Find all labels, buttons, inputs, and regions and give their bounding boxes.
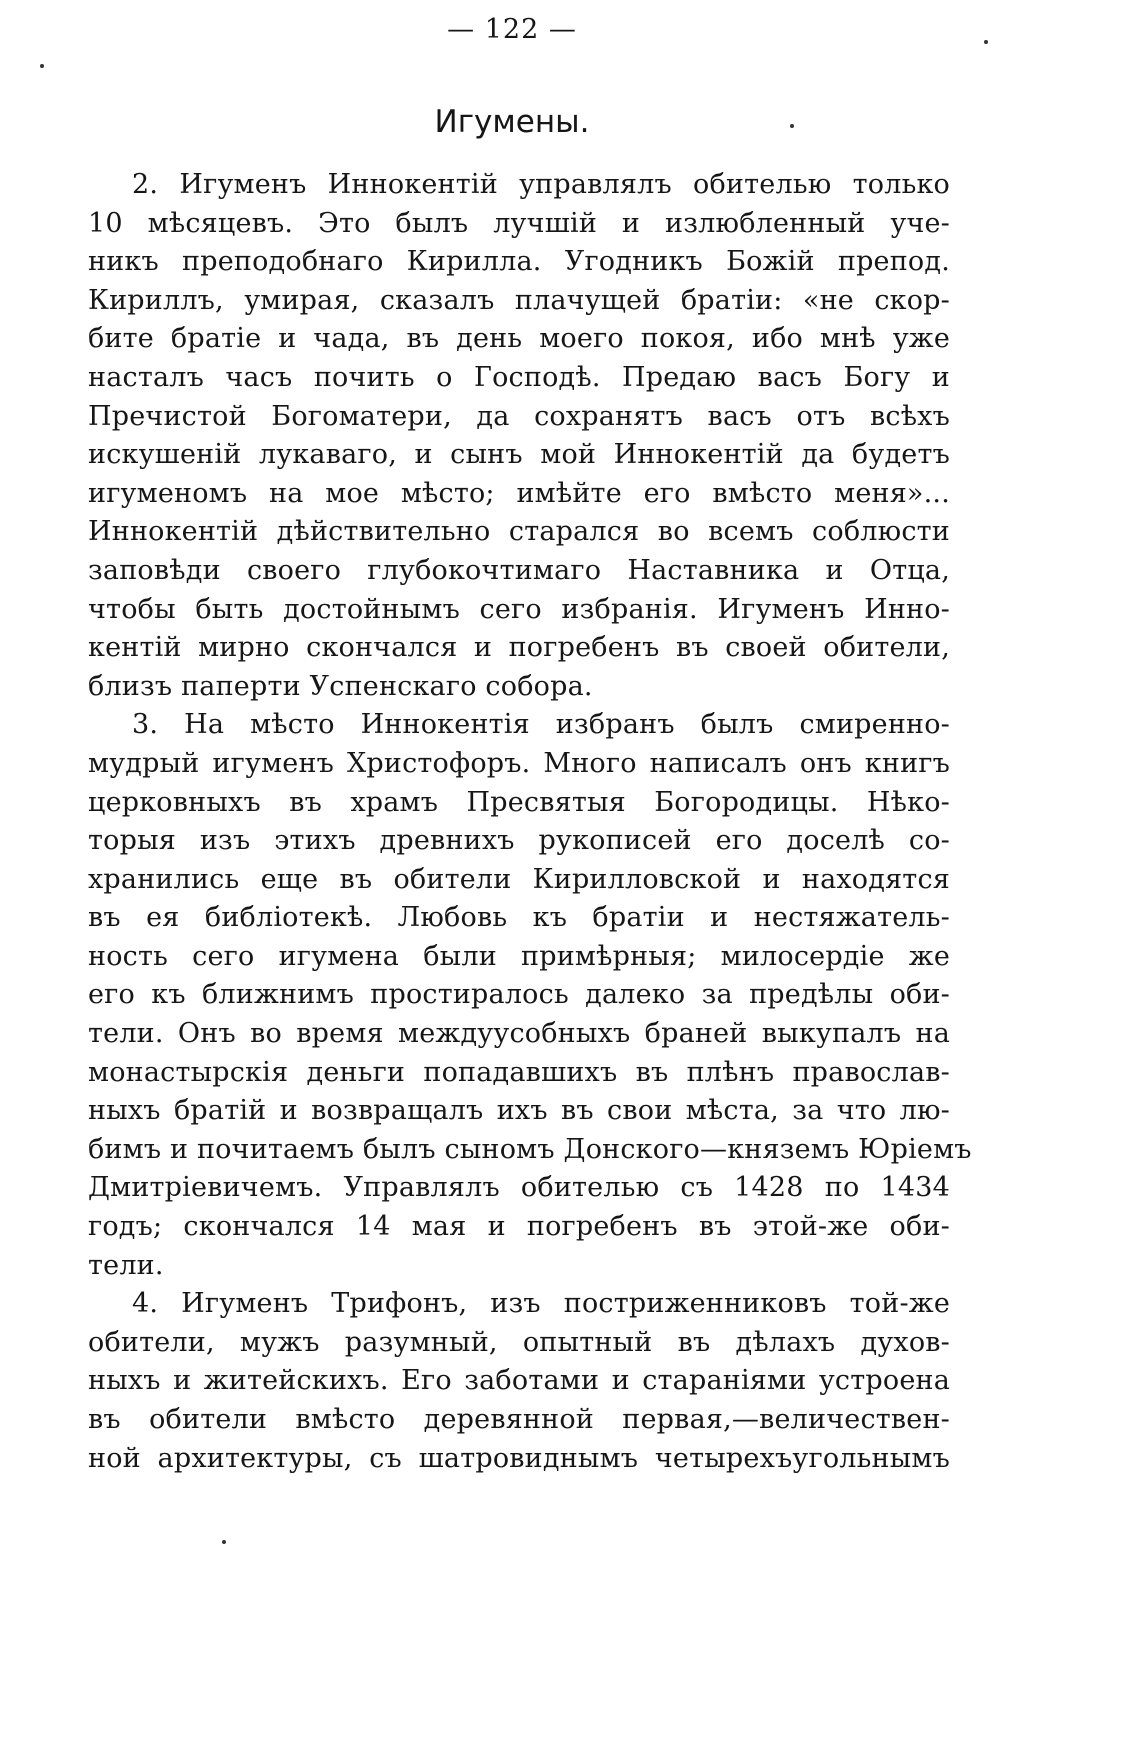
- text-line: Дмитріевичемъ. Управлялъ обителью съ 1428 по 1434: [88, 1172, 950, 1204]
- text-line: 3. На мѣсто Иннокентія избранъ былъ смиренно-: [132, 709, 950, 741]
- text-line: церковныхъ въ храмъ Пресвятыя Богородицы. Нѣко-: [88, 786, 950, 818]
- text-line: ныхъ братій и возвращалъ ихъ въ свои мѣста, за что лю-: [88, 1095, 950, 1127]
- text-line: тели. Онъ во время междуусобныхъ браней выкупалъ на: [88, 1018, 950, 1050]
- text-line: 2. Игуменъ Иннокентій управлялъ обителью только: [132, 169, 950, 200]
- page-number: — 122 —: [447, 14, 577, 45]
- text-line: 10 мѣсяцевъ. Это былъ лучшій и излюбленный уче-: [88, 207, 950, 239]
- text-line: мудрый игуменъ Христофоръ. Много написалъ онъ книгъ: [88, 747, 950, 779]
- text-line: обители, мужъ разумный, опытный въ дѣлахъ духов-: [88, 1326, 950, 1358]
- text-line: въ ея библіотекѣ. Любовь къ братіи и нестяжатель-: [88, 902, 950, 934]
- text-line: торыя изъ этихъ древнихъ рукописей его доселѣ со-: [88, 825, 950, 857]
- text-line: искушеній лукаваго, и сынъ мой Иннокентій да будетъ: [88, 439, 950, 471]
- text-line: Пречистой Богоматери, да сохранятъ васъ отъ всѣхъ: [88, 400, 950, 432]
- text-line: кентій мирно скончался и погребенъ въ своей обители,: [88, 632, 950, 664]
- text-line: бите братіе и чада, въ день моего покоя, ибо мнѣ уже: [88, 323, 950, 355]
- text-line: насталъ часъ почить о Господѣ. Предаю васъ Богу и: [88, 361, 950, 393]
- print-speck: [222, 1540, 226, 1544]
- text-line: тели.: [88, 1249, 164, 1281]
- section-title: Игумены.: [434, 104, 590, 140]
- text-line: ной архитектуры, съ шатровиднымъ четырехъугольнымъ: [88, 1442, 950, 1474]
- text-line: близъ паперти Успенскаго собора.: [88, 670, 593, 702]
- text-line: въ обители вмѣсто деревянной первая,—величествен-: [88, 1404, 950, 1435]
- body-text: [88, 166, 972, 1478]
- text-line: ныхъ и житейскихъ. Его заботами и стараніями устроена: [88, 1365, 950, 1397]
- text-line: игуменомъ на мое мѣсто; имѣйте его вмѣсто меня»...: [88, 477, 950, 509]
- text-line: хранились еще въ обители Кирилловской и находятся: [88, 863, 950, 895]
- text-line: его къ ближнимъ простиралось далеко за предѣлы оби-: [88, 979, 950, 1011]
- text-line: монастырскія деньги попадавшихъ въ плѣнъ православ-: [88, 1056, 950, 1088]
- text-line: годъ; скончался 14 мая и погребенъ въ этой-же оби-: [88, 1211, 950, 1243]
- text-line: никъ преподобнаго Кирилла. Угодникъ Божій препод.: [88, 246, 950, 278]
- print-speck: [790, 124, 794, 128]
- text-line: ность сего игумена были примѣрныя; милосердіе же: [88, 940, 950, 972]
- print-speck: [40, 64, 44, 68]
- text-line: Кириллъ, умирая, сказалъ плачущей братіи: «не скор-: [88, 284, 950, 316]
- text-line: 4. Игуменъ Трифонъ, изъ постриженниковъ той-же: [132, 1288, 950, 1320]
- text-line: бимъ и почитаемъ былъ сыномъ Донского—княземъ Юріемъ: [88, 1133, 972, 1165]
- text-line: заповѣди своего глубокочтимаго Наставника и Отца,: [88, 554, 950, 586]
- text-line: Иннокентій дѣйствительно старался во всемъ соблюсти: [88, 516, 950, 548]
- text-line: чтобы быть достойнымъ сего избранія. Игуменъ Инно-: [88, 593, 950, 625]
- print-speck: [984, 40, 988, 44]
